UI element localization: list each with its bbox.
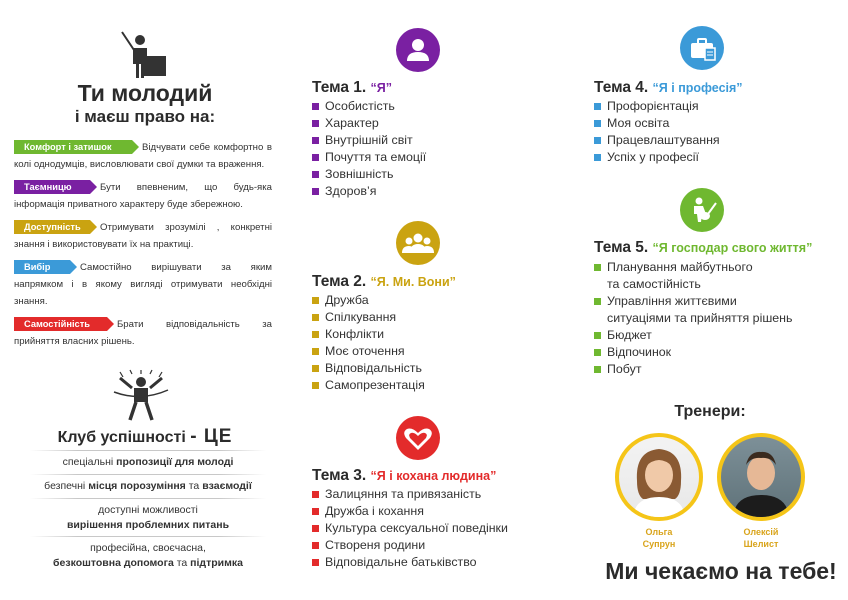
trainers-title: Тренери: xyxy=(674,403,746,420)
right-text: Бути впевненим, що будь-яка інформація приватного характеру буде збережною. xyxy=(14,182,272,210)
list-item: Конфлікти xyxy=(312,326,425,343)
theme-quote: “Я господар свого життя” xyxy=(652,241,813,255)
guitar-icon xyxy=(680,188,724,232)
club-line xyxy=(30,503,266,533)
club-line-bold: місця порозуміння xyxy=(88,480,186,492)
club-line-bold: безкоштовна допомога xyxy=(53,557,174,569)
list-item: Управління життєвими xyxy=(594,293,792,310)
theme-quote: “Я і кохана людина” xyxy=(370,469,497,483)
theme-2-list xyxy=(312,292,425,394)
theme-5-list xyxy=(594,259,792,378)
list-item-continued: ситуаціями та прийняття рішень xyxy=(607,311,793,325)
divider xyxy=(30,450,266,451)
club-line-text: безпечні xyxy=(44,480,89,492)
divider xyxy=(30,536,266,537)
list-item: Спілкування xyxy=(312,309,425,326)
list-item: Відповідальне батьківство xyxy=(312,554,508,571)
right-independence xyxy=(14,316,272,350)
trainer-first-name: Ольга xyxy=(645,527,673,537)
right-comfort xyxy=(14,139,272,173)
right-choice xyxy=(14,259,272,310)
list-item: Моя освіта xyxy=(594,115,720,132)
theme-label: Тема 3. xyxy=(312,467,367,484)
right-tag: Самостійність xyxy=(14,317,107,331)
slogan: Ми чекаємо на тебе! xyxy=(605,558,837,584)
briefcase-icon xyxy=(680,26,724,70)
list-item: Внутрішній світ xyxy=(312,132,426,149)
list-item: Працевлаштування xyxy=(594,132,720,149)
club-line-text: спеціальні xyxy=(62,456,117,468)
list-item: Моє оточення xyxy=(312,343,425,360)
theme-quote: “Я” xyxy=(370,81,393,95)
list-item: Відповідальність xyxy=(312,360,425,377)
theme-quote: “Я і професія” xyxy=(652,81,743,95)
page-title: Ти молодий xyxy=(77,80,213,106)
list-item: Дружба xyxy=(312,292,425,309)
club-line-bold: підтримка xyxy=(190,557,243,569)
club-line xyxy=(30,541,266,571)
theme-label: Тема 5. xyxy=(594,239,649,256)
trainer-photo-oleksii xyxy=(717,433,805,521)
theme-2-title xyxy=(312,272,456,292)
list-item: Характер xyxy=(312,115,426,132)
theme-1-list xyxy=(312,98,426,200)
list-item: Успіх у професії xyxy=(594,149,720,166)
right-tag: Комфорт і затишок xyxy=(14,140,132,154)
hearts-icon xyxy=(396,416,440,460)
club-title-suffix: - ЦЕ xyxy=(190,426,233,447)
club-line-text: доступні можливості xyxy=(98,504,198,516)
club-line-bold: пропозиції для молоді xyxy=(116,456,234,468)
right-text: Самостійно вирішувати за яким напрямком і в якому вигляді отримувати необхідні знання. xyxy=(14,262,272,307)
list-item: Культура сексуальної поведінки xyxy=(312,520,508,537)
right-tag: Таємницю xyxy=(14,180,90,194)
list-item: Побут xyxy=(594,361,792,378)
club-title xyxy=(20,426,270,449)
trainer-name-oleksii xyxy=(706,526,816,550)
club-line-text: та xyxy=(185,480,203,492)
right-privacy xyxy=(14,179,272,213)
list-item: Планування майбутнього xyxy=(594,259,792,276)
list-item-continued: та самостійність xyxy=(607,277,701,291)
list-item: Профорієнтація xyxy=(594,98,720,115)
theme-3-list xyxy=(312,486,508,571)
right-tag: Доступність xyxy=(14,220,90,234)
theme-4-title xyxy=(594,78,743,98)
right-accessibility xyxy=(14,219,272,253)
club-line-text: та xyxy=(173,557,191,569)
group-icon xyxy=(396,221,440,265)
trainer-last-name: Супрун xyxy=(642,539,676,549)
list-item: Зовнішність xyxy=(312,166,426,183)
person-icon xyxy=(396,28,440,72)
divider xyxy=(30,498,266,499)
right-text: Отримувати зрозумілі , конкретні знання і використовувати їх на практиці. xyxy=(14,222,272,250)
trainer-photo-olha xyxy=(615,433,703,521)
theme-4-list xyxy=(594,98,720,166)
theme-label: Тема 4. xyxy=(594,79,649,96)
theme-quote: “Я. Ми. Вони” xyxy=(370,275,456,289)
theme-5-title xyxy=(594,238,812,258)
theme-label: Тема 1. xyxy=(312,79,367,96)
page-subtitle: і маєш право на: xyxy=(74,107,216,126)
winner-icon xyxy=(112,368,170,424)
list-item: Особистість xyxy=(312,98,426,115)
list-item: Здоров’я xyxy=(312,183,426,200)
trainer-name-olha xyxy=(604,526,714,550)
list-item: Дружба і кохання xyxy=(312,503,508,520)
list-item: Самопрезентація xyxy=(312,377,425,394)
club-line-bold: взаємодії xyxy=(202,480,252,492)
theme-label: Тема 2. xyxy=(312,273,367,290)
right-text: Відчувати себе комфортно в колі однодумців, висловлювати свої думки та враження. xyxy=(14,142,272,170)
presenter-icon xyxy=(118,28,170,80)
theme-3-title xyxy=(312,466,496,486)
list-item: Почуття та емоції xyxy=(312,149,426,166)
theme-1-title xyxy=(312,78,392,98)
club-line xyxy=(30,479,266,494)
list-item: Відпочинок xyxy=(594,344,792,361)
list-item: Залицяння та привязаність xyxy=(312,486,508,503)
trainer-first-name: Олексій xyxy=(743,527,779,537)
trainer-last-name: Шелист xyxy=(743,539,779,549)
club-line-text: професійна, своєчасна, xyxy=(90,542,206,554)
club-line xyxy=(30,455,266,470)
club-title-text: Клуб успішності xyxy=(57,429,186,446)
right-tag: Вибір xyxy=(14,260,70,274)
divider xyxy=(30,474,266,475)
list-item: Бюджет xyxy=(594,327,792,344)
right-text: Брати відповідальність за прийняття власних рішень. xyxy=(14,319,272,347)
list-item: Створеня родини xyxy=(312,537,508,554)
club-line-bold: вирішення проблемних питань xyxy=(66,519,230,531)
